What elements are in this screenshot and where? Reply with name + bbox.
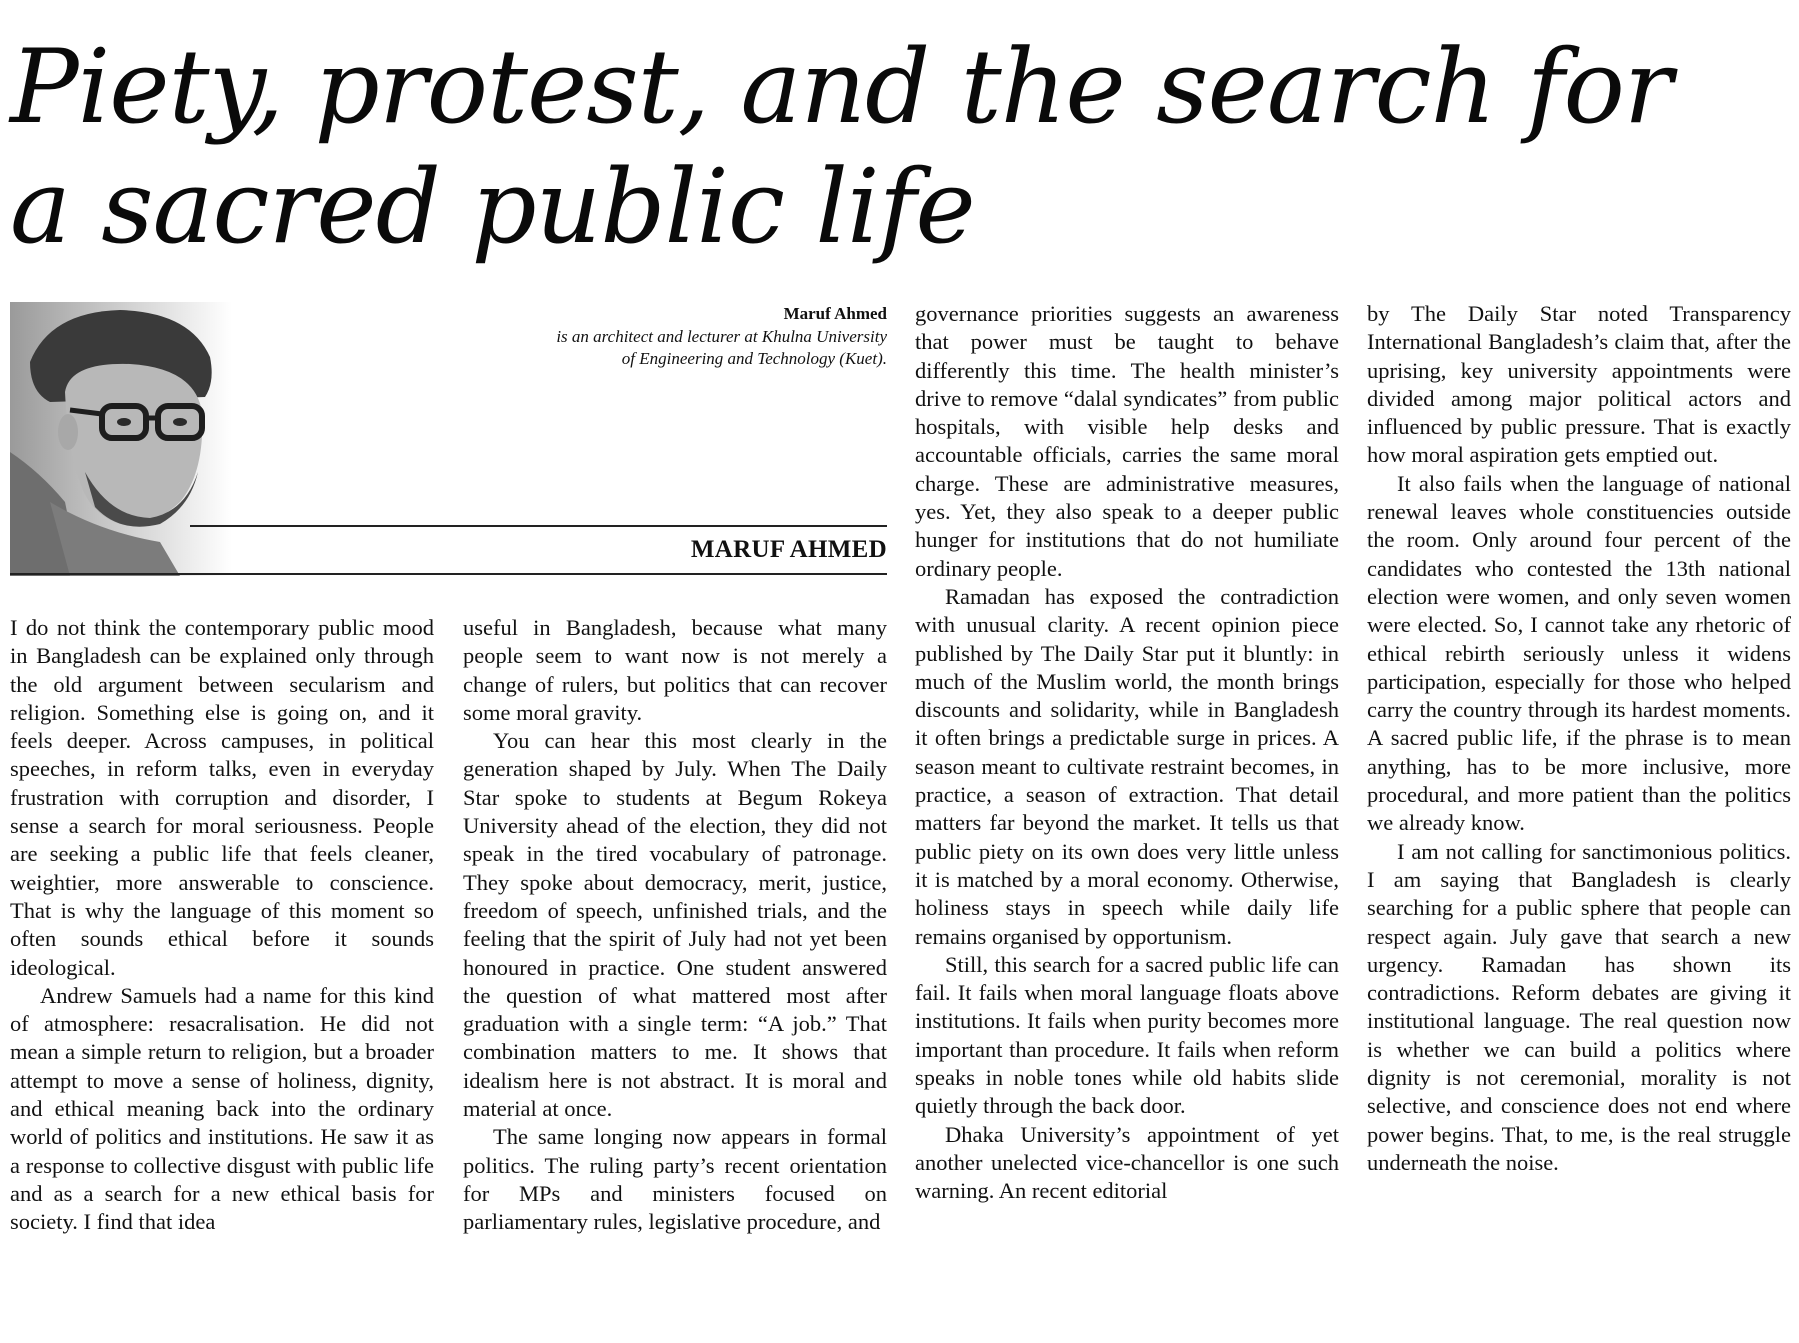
headline-line-2: a sacred public life — [10, 148, 975, 267]
paragraph: Andrew Samuels had a name for this kind of atmosphere: resacralisation. He did not mean a simple return to religion, but a broader attempt to move a sense of holiness, dignity, and ethical meaning back into the ordinary world of politics and institutions. He saw it as a response to collective disgust with public life and as a search for a new ethical basis for society. I find that idea — [10, 982, 434, 1235]
article-column-1 — [10, 614, 434, 1237]
paragraph: Ramadan has exposed the contradiction with unusual clarity. A recent opinion piece published by The Daily Star put it bluntly: in much of the Muslim world, the month brings discounts and solidarity, while in Bangladesh it often brings a predictable surge in prices. A season meant to cultivate restraint becomes, in practice, a season of extraction. That detail matters far beyond the market. It tells us that public piety on its own does very little unless it is matched by a moral economy. Otherwise, holiness stays in speech while daily life remains organised by opportunism. — [915, 583, 1339, 949]
author-bio-line-1: is an architect and lecturer at Khulna University — [556, 327, 887, 346]
paragraph: You can hear this most clearly in the generation shaped by July. When The Daily Star spoke to students at Begum Rokeya University ahead of the election, they did not speak in the tired vocabulary of patronage. They spoke about democracy, merit, justice, freedom of speech, unfinished trials, and the feeling that the spirit of July had not yet been honoured in practice. One student answered the question of what mattered most after graduation with a single term: “A job.” That combination matters to me. It shows that idealism here is not abstract. It is moral and material at once. — [463, 728, 887, 1122]
paragraph: useful in Bangladesh, because what many people seem to want now is not merely a change of rulers, but politics that can recover some moral gravity. — [463, 615, 887, 725]
article-column-3 — [915, 300, 1339, 1206]
headline — [10, 28, 1770, 268]
paragraph: I am not calling for sanctimonious politics. I am saying that Bangladesh is clearly searching for a public sphere that people can respect again. July gave that search a new urgency. Ramadan has shown its contradictions. Reform debates are giving it institutional language. The real question now is whether we can build a politics where dignity is not ceremonial, morality is not selective, and conscience does not end where power begins. That, to me, is the real struggle underneath the noise. — [1367, 838, 1791, 1175]
article-column-2 — [463, 614, 887, 1237]
paragraph: governance priorities suggests an awareness that power must be taught to behave differently this time. The health minister’s drive to remove “dalal syndicates” from public hospitals, with visible help desks and accountable officials, carries the same moral charge. These are administrative measures, yes. Yet, they also speak to a deeper public hunger for institutions that do not humiliate ordinary people. — [915, 301, 1339, 581]
author-photo — [10, 302, 232, 576]
byline-block — [10, 302, 887, 576]
author-bio — [387, 326, 887, 370]
paragraph: The same longing now appears in formal politics. The ruling party’s recent orientation for MPs and ministers focused on parliamentary rules, legislative procedure, and — [463, 1124, 887, 1235]
headline-line-1: Piety, protest, and the search for — [10, 28, 1672, 147]
paragraph: It also fails when the language of national renewal leaves whole constituencies outside the room. Only around four percent of the candidates who contested the 13th national election were women, and only seven women were elected. So, I cannot take any rhetoric of ethical rebirth seriously unless it widens participation, especially for those who helped carry the country through its hardest moments. A sacred public life, if the phrase is to mean anything, has to be more inclusive, more procedural, and more patient than the politics we already know. — [1367, 470, 1791, 836]
author-name-small: Maruf Ahmed — [783, 304, 887, 323]
author-bio-line-2: of Engineering and Technology (Kuet). — [621, 349, 887, 368]
author-name-big: MARUF AHMED — [690, 536, 887, 563]
paragraph: Dhaka University’s appointment of yet another unelected vice-chancellor is one such warning. An recent editorial — [915, 1121, 1339, 1204]
byline-rule-top — [190, 525, 887, 527]
article-column-4 — [1367, 300, 1791, 1177]
paragraph: I do not think the contemporary public mood in Bangladesh can be explained only through the old argument between secularism and religion. Something else is going on, and it feels deeper. Across campuses, in political speeches, in reform talks, even in everyday frustration with corruption and disorder, I sense a search for moral seriousness. People are seeking a public life that feels cleaner, weightier, more answerable to conscience. That is why the language of this moment so often sounds ethical before it sounds ideological. — [10, 615, 434, 980]
paragraph: by The Daily Star noted Transparency International Bangladesh’s claim that, after the uprising, key university appointments were divided among major political actors and influenced by public pressure. That is exactly how moral aspiration gets emptied out. — [1367, 301, 1791, 468]
byline-rule-bottom — [10, 573, 887, 575]
paragraph: Still, this search for a sacred public life can fail. It fails when moral language floats above institutions. It fails when purity becomes more important than procedure. It fails when reform speaks in noble tones while old habits slide quietly through the back door. — [915, 951, 1339, 1119]
